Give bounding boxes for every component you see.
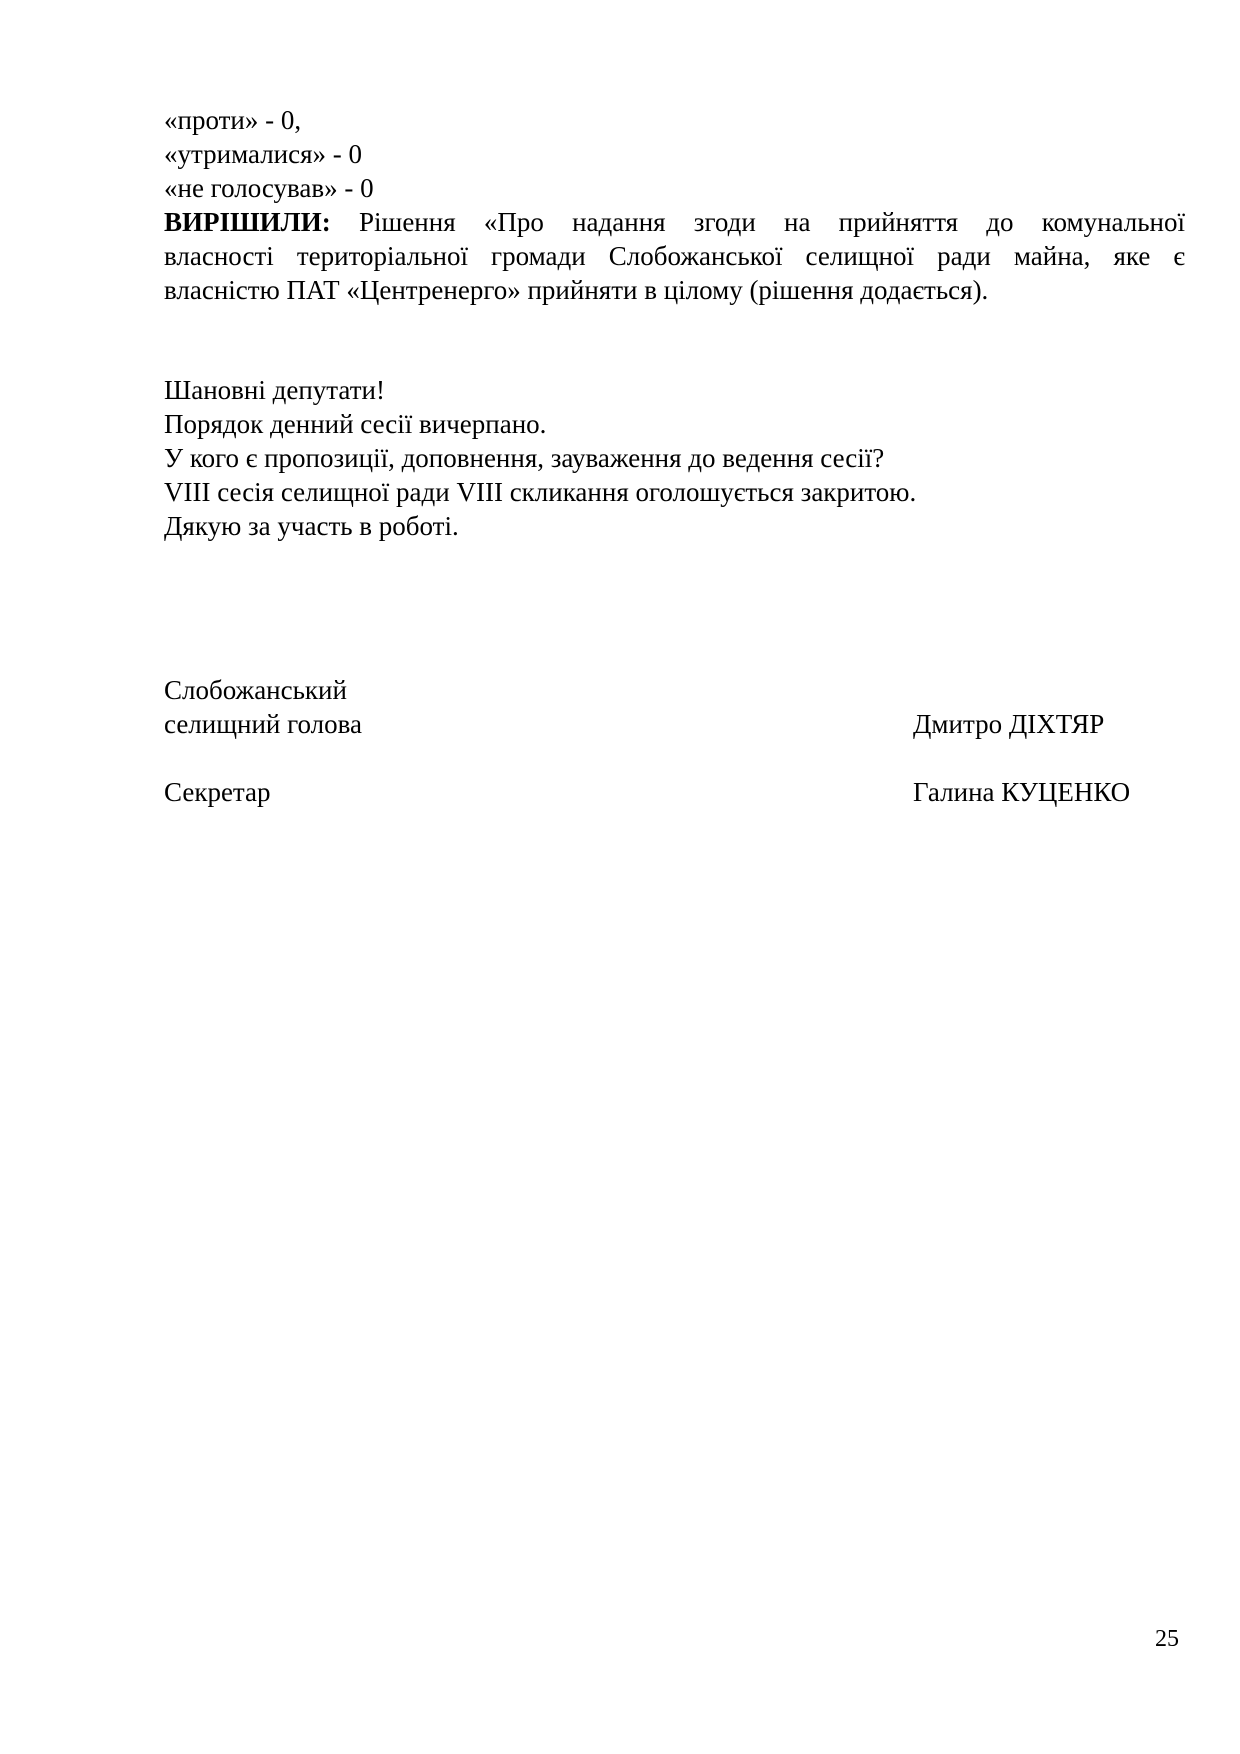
decision-label: ВИРІШИЛИ: — [164, 207, 331, 237]
closing-agenda-done: Порядок денний сесії вичерпано. — [164, 409, 547, 439]
secretary-name: Галина КУЦЕНКО — [913, 777, 1131, 807]
head-title-line-1: Слобожанський — [164, 675, 347, 705]
vote-against: «проти» - 0, — [164, 105, 302, 135]
decision-line-2: власності територіальної громади Слобожанської селищної ради майна, яке є — [164, 241, 1185, 271]
head-name: Дмитро ДІХТЯР — [913, 709, 1105, 739]
secretary-title: Секретар — [164, 777, 271, 807]
head-title-line-2: селищний голова — [164, 709, 363, 739]
closing-greeting: Шановні депутати! — [164, 375, 385, 405]
closing-thanks: Дякую за участь в роботі. — [164, 511, 459, 541]
decision-line-1 — [164, 206, 1185, 238]
decision-line-1-text: Рішення «Про надання згоди на прийняття до комунальної — [359, 207, 1185, 237]
decision-paragraph — [164, 206, 1185, 306]
page-number: 25 — [1155, 1626, 1179, 1652]
closing-question: У кого є пропозиції, доповнення, зауваження до ведення сесії? — [164, 443, 885, 473]
decision-line-3: власністю ПАТ «Центренерго» прийняти в цілому (рішення додається). — [164, 275, 989, 305]
vote-abstained: «утрималися» - 0 — [164, 139, 363, 169]
closing-session-closed: VIII сесія селищної ради VIII скликання оголошується закритою. — [164, 477, 917, 507]
vote-not-voted: «не голосував» - 0 — [164, 173, 374, 203]
